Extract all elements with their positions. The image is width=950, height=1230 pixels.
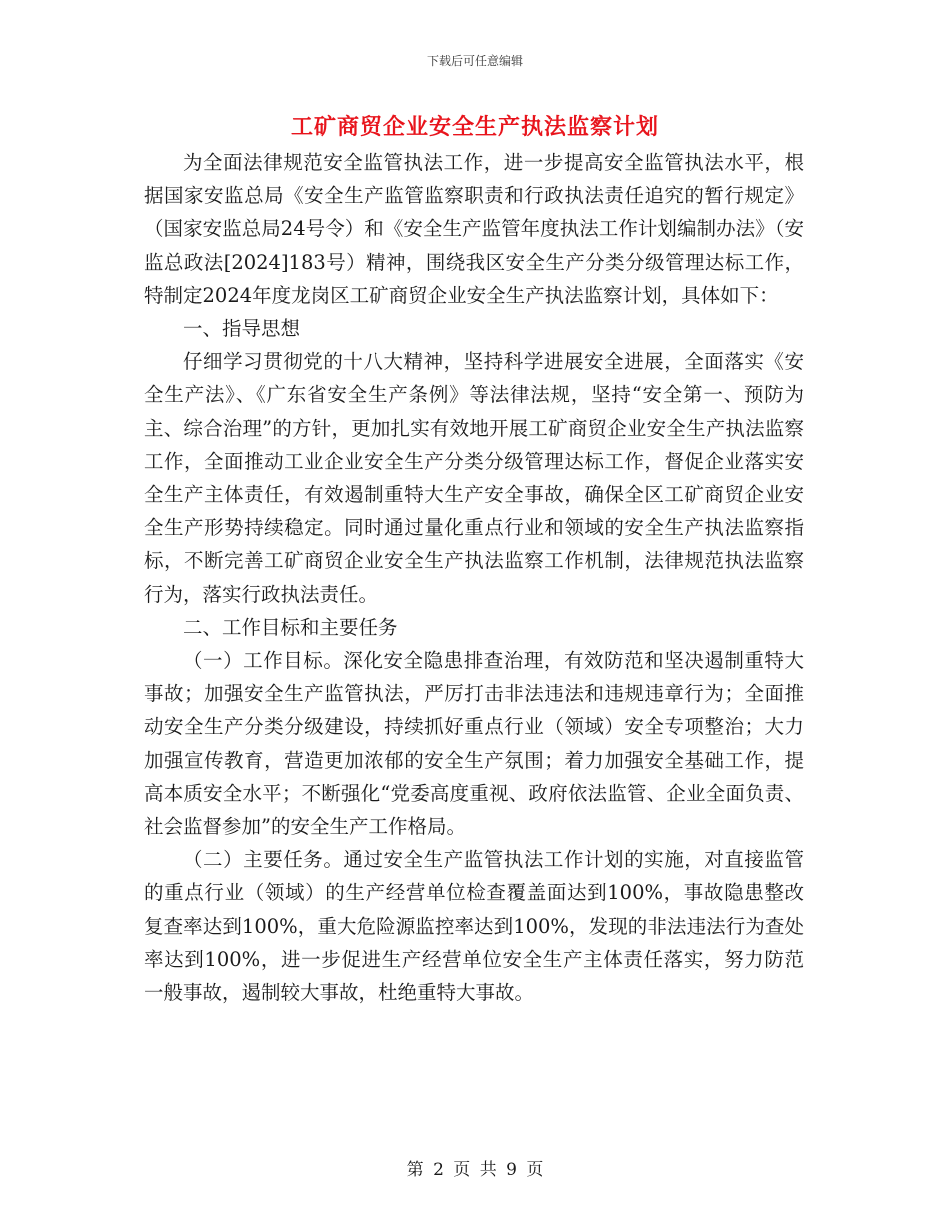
section-heading-guiding-ideology: 一、指导思想 (183, 317, 301, 341)
guiding-ideology-paragraph: 仔细学习贯彻党的十八大精神，坚持科学进展安全进展，全面落实《安全生产法》、《广东省安全生产条例》等法律法规，坚持“安全第一、预防为主、综合治理”的方针，更加扎实有效地开展工矿商贸企业安全生产执法监察工作，全面推动工业企业安全生产分类分级管理达标工作，督促企业落实安全生产主体责任，有效遏制重特大生产安全事故，确保全区工矿商贸企业安全生产形势持续稳定。同时通过量化重点行业和领域的安全生产执法监察指标，不断完善工矿商贸企业安全生产执法监察工作机制，法律规范执法监察行为，落实行政执法责任。 (144, 350, 804, 606)
document-title: 工矿商贸企业安全生产执法监察计划 (290, 114, 659, 140)
section-heading-goals-tasks: 二、工作目标和主要任务 (183, 615, 398, 639)
document-body (144, 146, 804, 1009)
header-note: 下载后可任意编辑 (426, 54, 523, 68)
main-tasks-paragraph: （二）主要任务。通过安全生产监管执法工作计划的实施，对直接监管的重点行业（领域）的生产经营单位检查覆盖面达到100%，事故隐患整改复查率达到100%，重大危险源监控率达到100%，发现的非法违法行为查处率达到100%，进一步促进生产经营单位安全生产主体责任落实，努力防范一般事故，遏制较大事故，杜绝重特大事故。 (144, 848, 804, 1005)
work-goals-paragraph: （一）工作目标。深化安全隐患排查治理，有效防范和坚决遏制重特大事故；加强安全生产监管执法，严厉打击非法违法和违规违章行为；全面推动安全生产分类分级建设，持续抓好重点行业（领域）安全专项整治；大力加强宣传教育，营造更加浓郁的安全生产氛围；着力加强安全基础工作，提高本质安全水平；不断强化“党委高度重视、政府依法监管、企业全面负责、社会监督参加”的安全生产工作格局。 (144, 649, 804, 839)
intro-paragraph: 为全面法律规范安全监管执法工作，进一步提高安全监管执法水平，根据国家安监总局《安全生产监管监察职责和行政执法责任追究的暂行规定》（国家安监总局24号令）和《安全生产监管年度执法工作计划编制办法》（安监总政法[2024]183号）精神，围绕我区安全生产分类分级管理达标工作，特制定2024年度龙岗区工矿商贸企业安全生产执法监察计划，具体如下： (144, 151, 804, 307)
page-number-footer: 第 2 页 共 9 页 (406, 1160, 544, 1180)
